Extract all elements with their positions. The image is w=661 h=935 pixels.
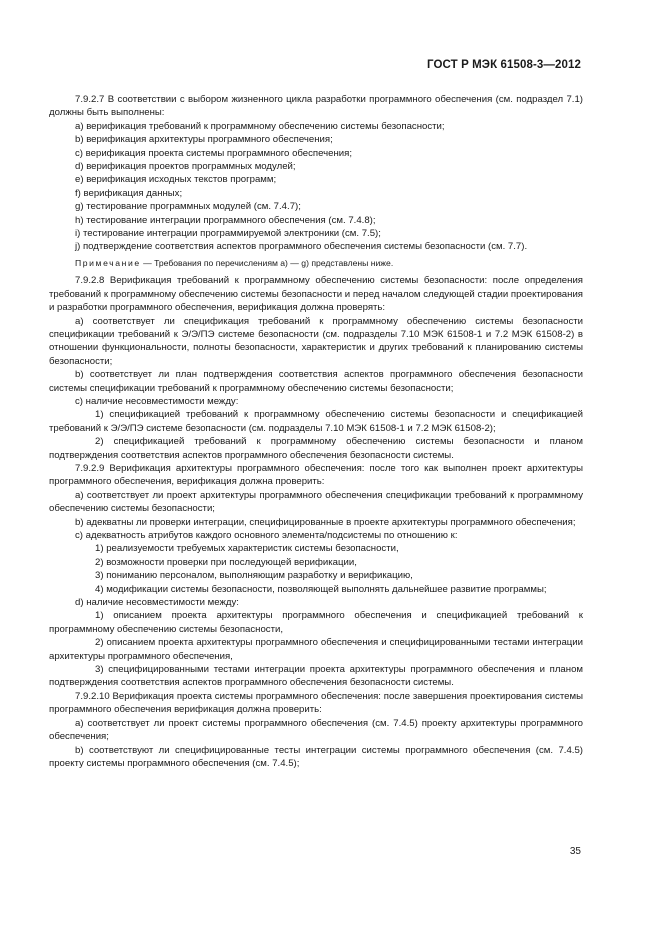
sub-list-item: 4) модификации системы безопасности, позволяющей выполнять дальнейшее развитие программы; bbox=[95, 583, 547, 595]
sub-list-item: 1) реализуемости требуемых характеристик системы безопасности, bbox=[95, 543, 399, 555]
note-label: Примечание bbox=[75, 257, 141, 268]
list-item: c) наличие несовместимости между: bbox=[75, 395, 239, 407]
list-item: d) верификация проектов программных модулей; bbox=[75, 161, 296, 173]
document-body bbox=[49, 93, 583, 770]
sub-list-item: 3) пониманию персоналом, выполняющим разработку и верификацию, bbox=[95, 570, 413, 582]
list-item: e) верификация исходных текстов программ; bbox=[75, 174, 277, 186]
list-item: f) верификация данных; bbox=[75, 187, 183, 199]
page-number: 35 bbox=[569, 846, 581, 857]
list-item: i) тестирование интеграции программируемой электроники (см. 7.5); bbox=[75, 228, 381, 240]
list-item: a) верификация требований к программному обеспечению системы безопасности; bbox=[75, 120, 445, 132]
sub-list-item: 3) специфицированными тестами интеграции проекта архитектуры программного обеспечения и планом подтверждения соответствия аспектов программного обеспечения безопасности системы. bbox=[49, 664, 583, 689]
paragraph: 7.9.2.8 Верификация требований к программному обеспечению системы безопасности: после определения требований к программному обеспечению системы безопасности и перед началом следующей стадии проектирования и разработки программного обеспечения, верификация должна проверять: bbox=[49, 275, 583, 314]
list-item: b) соответствует ли план подтверждения соответствия аспектов программного обеспечения безопасности системы спецификации требований к программному обеспечению системы безопасности; bbox=[49, 369, 583, 394]
note-text: — Требования по перечислениям a) — g) представлены ниже. bbox=[140, 257, 394, 268]
list-item: a) соответствует ли спецификация требований к программному обеспечению системы безопасности спецификации требований к Э/Э/ПЭ системе безопасности (см. подразделы 7.10 МЭК 61508-1 и 7.2 МЭК 61508-2) в отношении функциональности, полноты безопасности, характеристик и других требований к планированию системы безопасности; bbox=[49, 315, 583, 367]
paragraph: 7.9.2.7 В соответствии с выбором жизненного цикла разработки программного обеспечения (см. подраздел 7.1) должны быть выполнены: bbox=[49, 94, 583, 119]
paragraph: 7.9.2.9 Верификация архитектуры программного обеспечения: после того как выполнен проект архитектуры программного обеспечения, верификация должна проверить: bbox=[49, 462, 583, 488]
list-item: d) наличие несовместимости между: bbox=[75, 597, 239, 609]
list-item: b) верификация архитектуры программного обеспечения; bbox=[75, 134, 333, 146]
list-item: a) соответствует ли проект архитектуры программного обеспечения спецификации требований к программному обеспечению системы безопасности; bbox=[49, 489, 583, 515]
note bbox=[49, 257, 583, 270]
sub-list-item: 2) возможности проверки при последующей верификации, bbox=[95, 556, 357, 568]
paragraph: 7.9.2.10 Верификация проекта системы программного обеспечения: после завершения проектирования системы программного обеспечения верификация должна проверить: bbox=[49, 690, 583, 716]
list-item: a) соответствует ли проект системы программного обеспечения (см. 7.4.5) проекту архитектуры программного обеспечения; bbox=[49, 717, 583, 743]
sub-list-item: 1) спецификацией требований к программному обеспечению системы безопасности и спецификацией требований к Э/Э/ПЭ системе безопасности (см. подразделы 7.10 МЭК 61508-1 и 7.2 МЭК 61508-2); bbox=[49, 409, 583, 434]
list-item: c) верификация проекта системы программного обеспечения; bbox=[75, 147, 352, 159]
list-item: g) тестирование программных модулей (см. 7.4.7); bbox=[75, 201, 301, 213]
sub-list-item: 2) спецификацией требований к программному обеспечению системы безопасности и планом подтверждения соответствия аспектов программного обеспечения безопасности системы. bbox=[49, 436, 583, 461]
sub-list-item: 2) описанием проекта архитектуры программного обеспечения и специфицированными тестами интеграции архитектуры программного обеспечения, bbox=[49, 637, 583, 662]
list-item: b) адекватны ли проверки интеграции, специфицированные в проекте архитектуры программного обеспечения; bbox=[75, 516, 576, 528]
list-item: b) соответствуют ли специфицированные тесты интеграции системы программного обеспечения (см. 7.4.5) проекту системы программного обеспечения (см. 7.4.5); bbox=[49, 744, 583, 769]
document-header: ГОСТ Р МЭК 61508-3—2012 bbox=[427, 59, 581, 71]
list-item: j) подтверждение соответствия аспектов программного обеспечения системы безопасности (см. 7.7). bbox=[75, 241, 528, 253]
sub-list-item: 1) описанием проекта архитектуры программного обеспечения и спецификацией требований к программному обеспечению системы безопасности, bbox=[49, 610, 583, 635]
list-item: c) адекватность атрибутов каждого основного элемента/подсистемы по отношению к: bbox=[75, 530, 458, 541]
list-item: h) тестирование интеграции программного обеспечения (см. 7.4.8); bbox=[75, 214, 376, 226]
